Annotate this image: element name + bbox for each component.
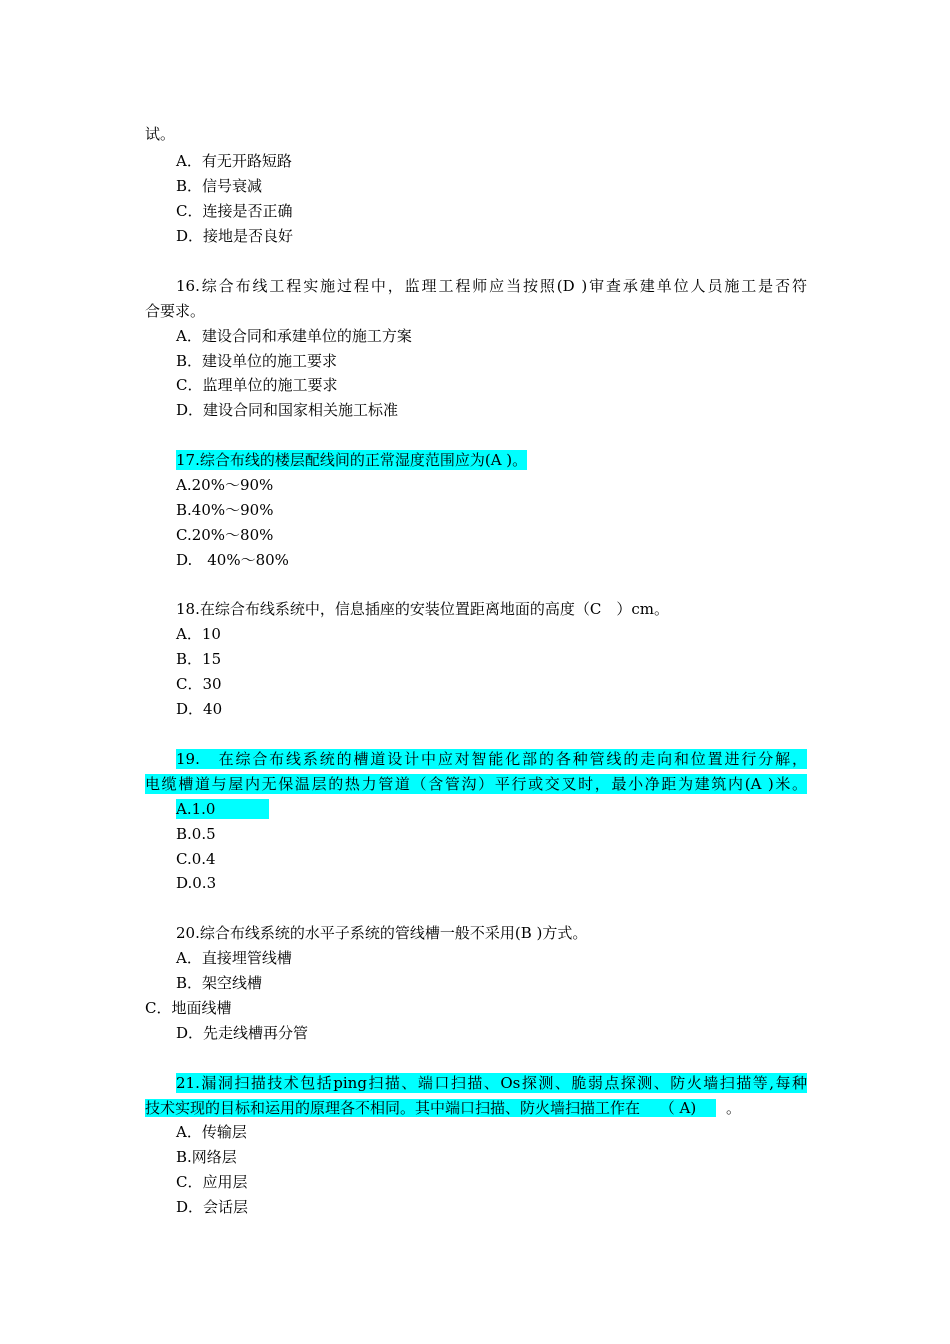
q21-question-line2-highlight: 技术实现的目标和运用的原理各不相同。其中端口扫描、防火墙扫描工作在 （ A) [145, 1099, 716, 1117]
q21-option-d: D．会话层 [176, 1198, 249, 1216]
q19-option-c: C.0.4 [176, 850, 216, 868]
q17-option-c: C.20%～80% [176, 526, 274, 544]
q21-option-c: C．应用层 [176, 1173, 248, 1191]
q19-question-line1: 19. 在综合布线系统的槽道设计中应对智能化部的各种管线的走向和位置进行分解， [145, 749, 807, 769]
q17-option-a: A.20%～90% [176, 476, 274, 494]
q16-option-d: D．建设合同和国家相关施工标准 [176, 401, 399, 419]
q18-option-c: C．30 [176, 675, 222, 693]
q17-option-d: D. 40%～80% [176, 551, 289, 569]
q20-question: 20.综合布线系统的水平子系统的管线槽一般不采用(B )方式。 [176, 924, 588, 942]
q17-question: 17.综合布线的楼层配线间的正常湿度范围应为(A )。 [176, 451, 528, 469]
q21-question-line2 [145, 1098, 741, 1118]
fragment-top: 试。 [145, 125, 176, 143]
q20-option-b: B．架空线槽 [176, 974, 263, 992]
q17-option-b: B.40%～90% [176, 501, 274, 519]
q19-option-b: B.0.5 [176, 825, 216, 843]
q16-question-line2: 合要求。 [145, 302, 206, 320]
q21-question-line1: 21.漏洞扫描技术包括ping扫描、端口扫描、Os探测、脆弱点探测、防火墙扫描等,每种 [145, 1073, 807, 1093]
q21-option-b: B.网络层 [176, 1148, 237, 1166]
q18-option-b: B．15 [176, 650, 222, 668]
q21-option-a: A．传输层 [176, 1123, 247, 1141]
q19-question-line2: 电缆槽道与屋内无保温层的热力管道（含管沟）平行或交叉时，最小净距为建筑内(A )米。 [145, 775, 807, 793]
q21-question-line2-tail: 。 [726, 1099, 742, 1117]
q19-option-a: A.1.0 [176, 799, 269, 819]
q16-option-c: C．监理单位的施工要求 [176, 376, 338, 394]
q16-option-b: B．建设单位的施工要求 [176, 352, 338, 370]
q20-option-c: C．地面线槽 [145, 999, 232, 1017]
q15-option-a: A．有无开路短路 [176, 152, 292, 170]
q18-option-a: A．10 [176, 625, 221, 643]
q20-option-a: A．直接埋管线槽 [176, 949, 292, 967]
q16-option-a: A．建设合同和承建单位的施工方案 [176, 327, 412, 345]
q19-option-d: D.0.3 [176, 874, 217, 892]
q18-option-d: D．40 [176, 700, 223, 718]
q20-option-d: D．先走线槽再分管 [176, 1024, 309, 1042]
q18-question: 18.在综合布线系统中，信息插座的安装位置距离地面的高度（C ）cm。 [176, 600, 669, 618]
q15-option-c: C．连接是否正确 [176, 202, 293, 220]
q15-option-b: B．信号衰减 [176, 177, 263, 195]
q15-option-d: D．接地是否良好 [176, 227, 294, 245]
q16-question-line1: 16.综合布线工程实施过程中，监理工程师应当按照(D )审查承建单位人员施工是否符 [176, 277, 807, 295]
